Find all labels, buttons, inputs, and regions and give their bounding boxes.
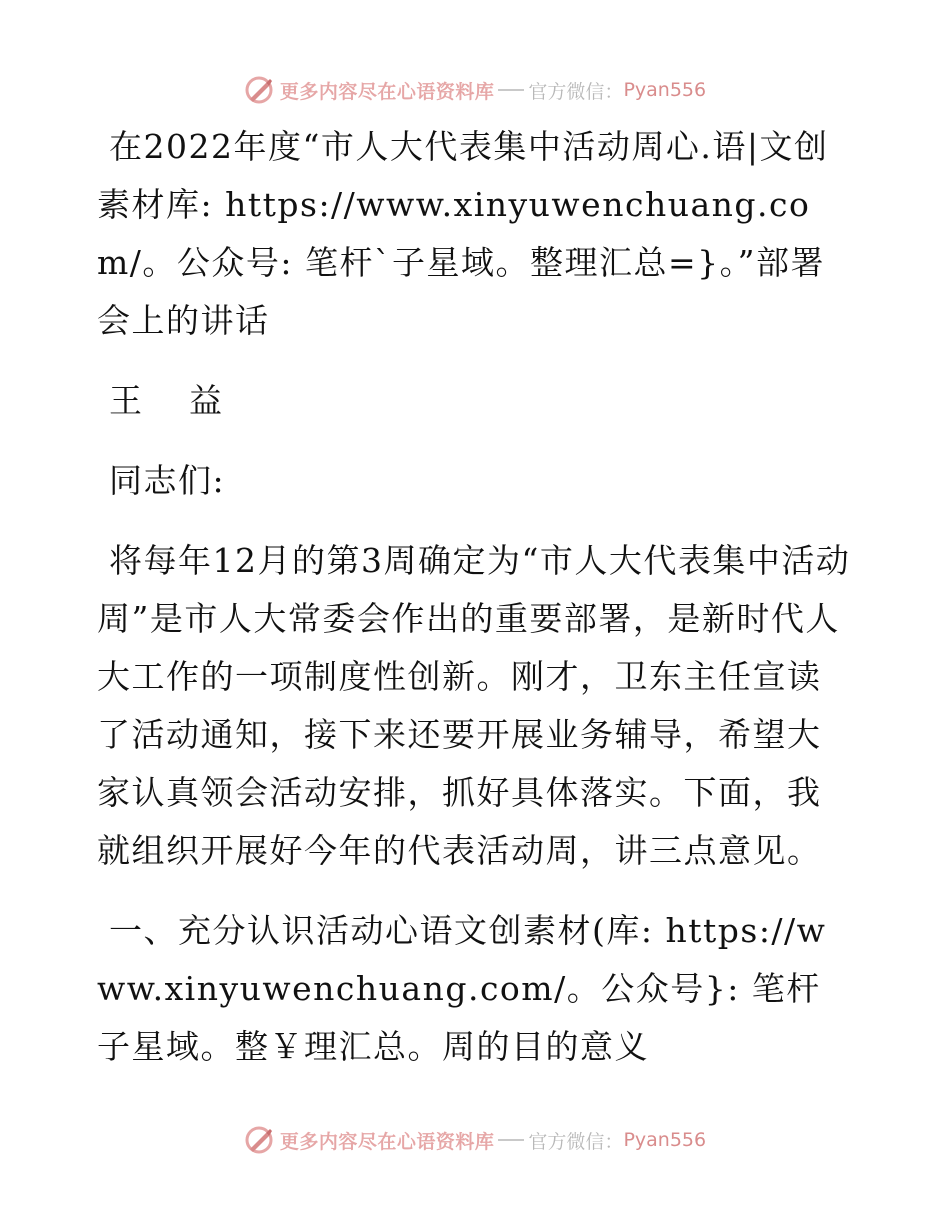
watermark-wechat-id: Pyan556 (623, 1129, 707, 1151)
document-author (97, 372, 853, 430)
watermark-wechat-label: 官方微信： (528, 1130, 624, 1153)
watermark-divider (498, 1139, 524, 1141)
pen-logo-icon (244, 75, 274, 105)
pen-logo-icon (244, 1125, 274, 1155)
header-watermark (0, 70, 950, 110)
footer-watermark (0, 1120, 950, 1160)
watermark-divider (498, 89, 524, 91)
author-name: 王 益 (109, 381, 223, 420)
salutation: 同志们: (109, 461, 226, 500)
section-heading: 一、充分认识活动心语文创素材(库: https://www.xinyuwenchuang.com/。公众号}: 笔杆子星域。整￥理汇总。周的目的意义 (97, 911, 827, 1066)
document-body (97, 118, 853, 1098)
watermark-wechat-id: Pyan556 (623, 79, 707, 101)
watermark-site-text: 更多内容尽在心语资料库 (279, 80, 495, 103)
document-title: 在2022年度“市人大代表集中活动周心.语|文创素材库: https://www.xinyuwenchuang.com/。公众号: 笔杆`子星域。整理汇总=}。”部署会上的讲话 (97, 127, 829, 340)
watermark-wechat-label: 官方微信： (528, 80, 624, 103)
watermark-site-text: 更多内容尽在心语资料库 (279, 1130, 495, 1153)
body-paragraph: 将每年12月的第3周确定为“市人大代表集中活动周”是市人大常委会作出的重要部署，是新时代人大工作的一项制度性创新。刚才，卫东主任宣读了活动通知，接下来还要开展业务辅导，希望大家认真领会活动安排，抓好具体落实。下面，我就组织开展好今年的代表活动周，讲三点意见。 (97, 541, 851, 870)
